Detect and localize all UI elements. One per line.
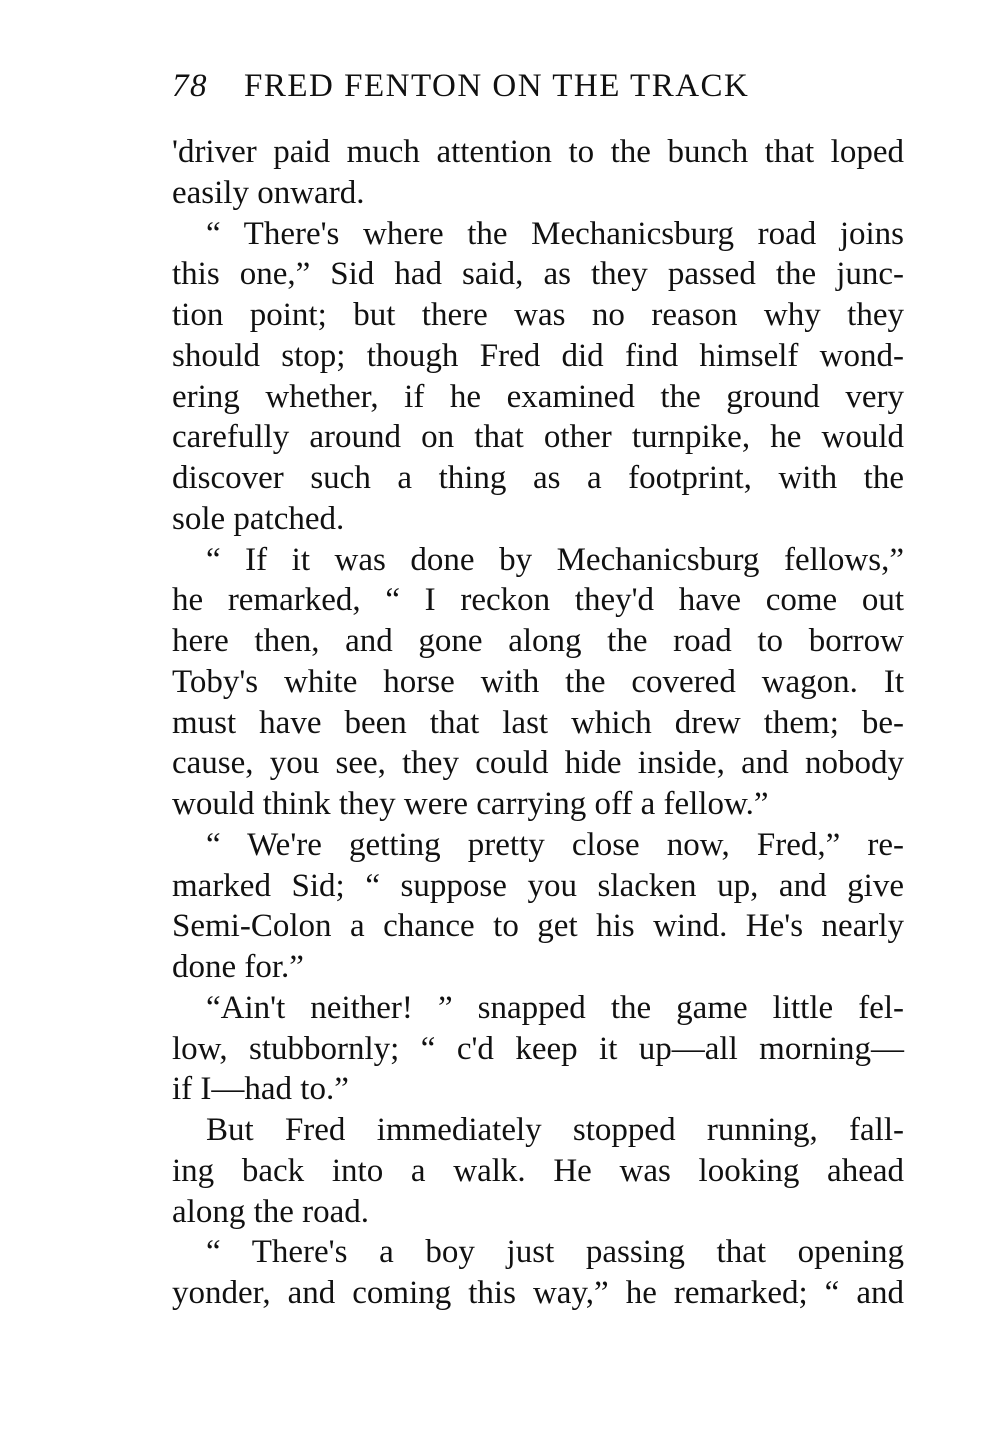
text-line: “Ain't neither! ” snapped the game little fel- [206, 989, 904, 1026]
text-line: along the road. [172, 1193, 370, 1230]
text-line: would think they were carrying off a fellow.” [172, 786, 769, 822]
text-line: carefully around on that other turnpike, he would [172, 419, 904, 456]
running-title: FRED FENTON ON THE TRACK [244, 68, 750, 104]
text-line: ing back into a walk. He was looking ahead [172, 1152, 904, 1189]
paragraph-continuation [172, 132, 904, 214]
text-line: here then, and gone along the road to borrow [172, 623, 904, 659]
text-line: he remarked, “ I reckon they'd have come out [172, 582, 904, 619]
text-line: 'driver paid much attention to the bunch that loped [172, 134, 904, 170]
text-line: But Fred immediately stopped running, fall- [206, 1112, 904, 1148]
text-line: discover such a thing as a footprint, with the [172, 460, 904, 496]
body-text [172, 132, 904, 1314]
paragraph-stopped-running [172, 1110, 904, 1232]
text-line: cause, you see, they could hide inside, and nobody [172, 745, 904, 782]
running-head [172, 68, 912, 114]
text-line: “ There's a boy just passing that opening [206, 1234, 904, 1271]
page-number: 78 [172, 68, 208, 104]
text-line: ering whether, if he examined the ground very [172, 378, 904, 415]
text-line: tion point; but there was no reason why they [172, 297, 904, 333]
paragraph-mechanicsburg [172, 540, 904, 825]
paragraph-junction [172, 214, 904, 540]
text-line: “ We're getting pretty close now, Fred,” re- [206, 826, 904, 863]
paragraph-boy-passing [172, 1232, 904, 1314]
text-line: easily onward. [172, 174, 365, 211]
text-line: “ There's where the Mechanicsburg road joins [206, 215, 904, 252]
text-line: this one,” Sid had said, as they passed the junc- [172, 256, 904, 293]
text-line: done for.” [172, 949, 304, 985]
text-line: should stop; though Fred did find himself wond- [172, 337, 904, 374]
text-line: Toby's white horse with the covered wagon. It [172, 663, 904, 700]
paragraph-slacken [172, 825, 904, 988]
paragraph-aint-neither [172, 988, 904, 1110]
text-line: Semi-Colon a chance to get his wind. He's nearly [172, 908, 904, 945]
text-line: yonder, and coming this way,” he remarked; “ and [172, 1275, 904, 1311]
text-line: marked Sid; “ suppose you slacken up, and give [172, 867, 904, 904]
text-line: if I—had to.” [172, 1071, 349, 1108]
text-line: “ If it was done by Mechanicsburg fellows,” [206, 541, 904, 578]
text-line: sole patched. [172, 500, 345, 537]
text-line: low, stubbornly; “ c'd keep it up—all morning— [172, 1030, 904, 1067]
text-line: must have been that last which drew them; be- [172, 704, 904, 741]
